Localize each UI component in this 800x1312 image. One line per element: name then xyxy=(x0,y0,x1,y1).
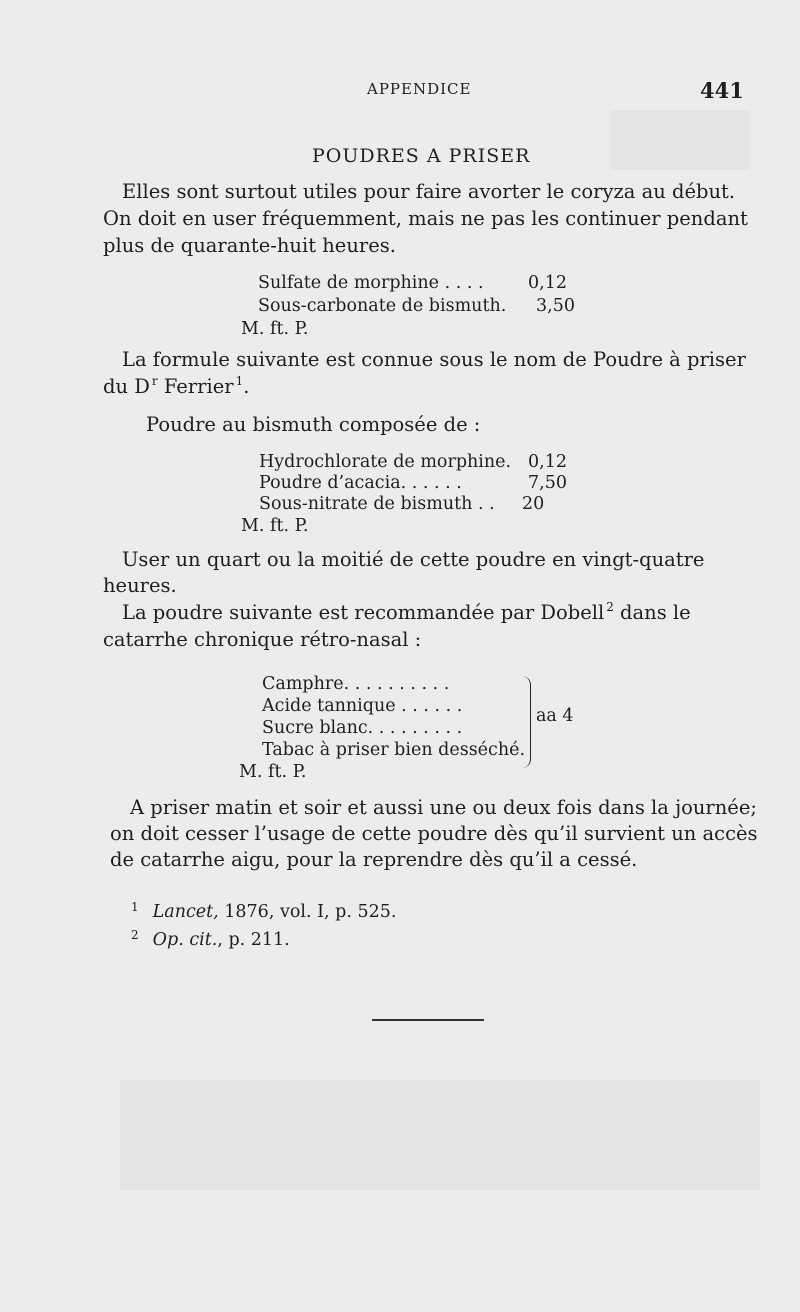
paragraph-line: catarrhe chronique rétro-nasal : xyxy=(103,628,422,651)
recipe-ingredient: Poudre d’acacia. . . . . . xyxy=(259,473,462,493)
recipe-ingredient: Sulfate de morphine . . . . xyxy=(258,273,484,293)
paragraph-line: Elles sont surtout utiles pour faire avorter le coryza au début. xyxy=(122,180,736,203)
recipe-instruction: M. ft. P. xyxy=(239,762,307,782)
recipe-ingredient: Hydrochlorate de morphine. xyxy=(259,452,512,472)
recipe-ingredient: Tabac à priser bien desséché. xyxy=(262,740,526,760)
grouping-brace xyxy=(522,676,531,768)
paragraph-line: La formule suivante est connue sous le nom de Poudre à priser xyxy=(122,348,746,371)
footnote-reference: 2 xyxy=(606,600,614,614)
paragraph-line: La poudre suivante est recommandée par Dobell $^2$ dans le xyxy=(122,600,691,624)
recipe-ingredient: Acide tannique . . . . . . xyxy=(262,696,463,716)
footnote-marker: 1 xyxy=(131,900,139,914)
paragraph-line: du D $^r$ Ferrier $^1$. xyxy=(103,374,250,398)
recipe-ingredient: Sucre blanc. . . . . . . . . xyxy=(262,718,463,738)
recipe-ingredient: Sous-nitrate de bismuth . . xyxy=(259,494,495,514)
bleed-through-stain xyxy=(120,1080,760,1190)
recipe-ingredient: Sous-carbonate de bismuth. xyxy=(258,296,507,316)
recipe-quantity: 7,50 xyxy=(528,473,567,493)
end-rule xyxy=(372,1019,484,1021)
footnote-reference: 1 xyxy=(235,374,244,388)
footnote: $^1$ Lancet, 1876, vol. I, p. 525. xyxy=(131,900,397,922)
paragraph-line: plus de quarante-huit heures. xyxy=(103,234,396,257)
paragraph-line: User un quart ou la moitié de cette poudre en vingt-quatre xyxy=(122,548,705,571)
recipe-quantity: 0,12 xyxy=(528,452,567,472)
recipe-quantity: 20 xyxy=(522,494,545,514)
footnote-marker: 2 xyxy=(131,928,139,942)
paragraph-line: on doit cesser l’usage de cette poudre dès qu’il survient un accès xyxy=(110,822,758,845)
page-number: 441 xyxy=(700,78,744,103)
paragraph-line: On doit en user fréquemment, mais ne pas les continuer pendant xyxy=(103,207,748,230)
footnote: $^2$ Op. cit., p. 211. xyxy=(131,928,290,950)
bleed-through-stain xyxy=(610,110,750,170)
section-title: POUDRES A PRISER xyxy=(312,145,531,167)
recipe-instruction: M. ft. P. xyxy=(241,516,309,536)
recipe-quantity: aa 4 xyxy=(536,706,574,726)
recipe-quantity: 3,50 xyxy=(536,296,575,316)
running-title: APPENDICE xyxy=(367,80,472,98)
recipe-instruction: M. ft. P. xyxy=(241,319,309,339)
paragraph-line: heures. xyxy=(103,574,177,597)
recipe-ingredient: Camphre. . . . . . . . . . xyxy=(262,674,450,694)
recipe-quantity: 0,12 xyxy=(528,273,567,293)
paragraph-line: de catarrhe aigu, pour la reprendre dès qu’il a cessé. xyxy=(110,848,638,871)
paragraph-line: A priser matin et soir et aussi une ou deux fois dans la journée; xyxy=(130,796,757,819)
recipe-heading: Poudre au bismuth composée de : xyxy=(146,413,481,436)
